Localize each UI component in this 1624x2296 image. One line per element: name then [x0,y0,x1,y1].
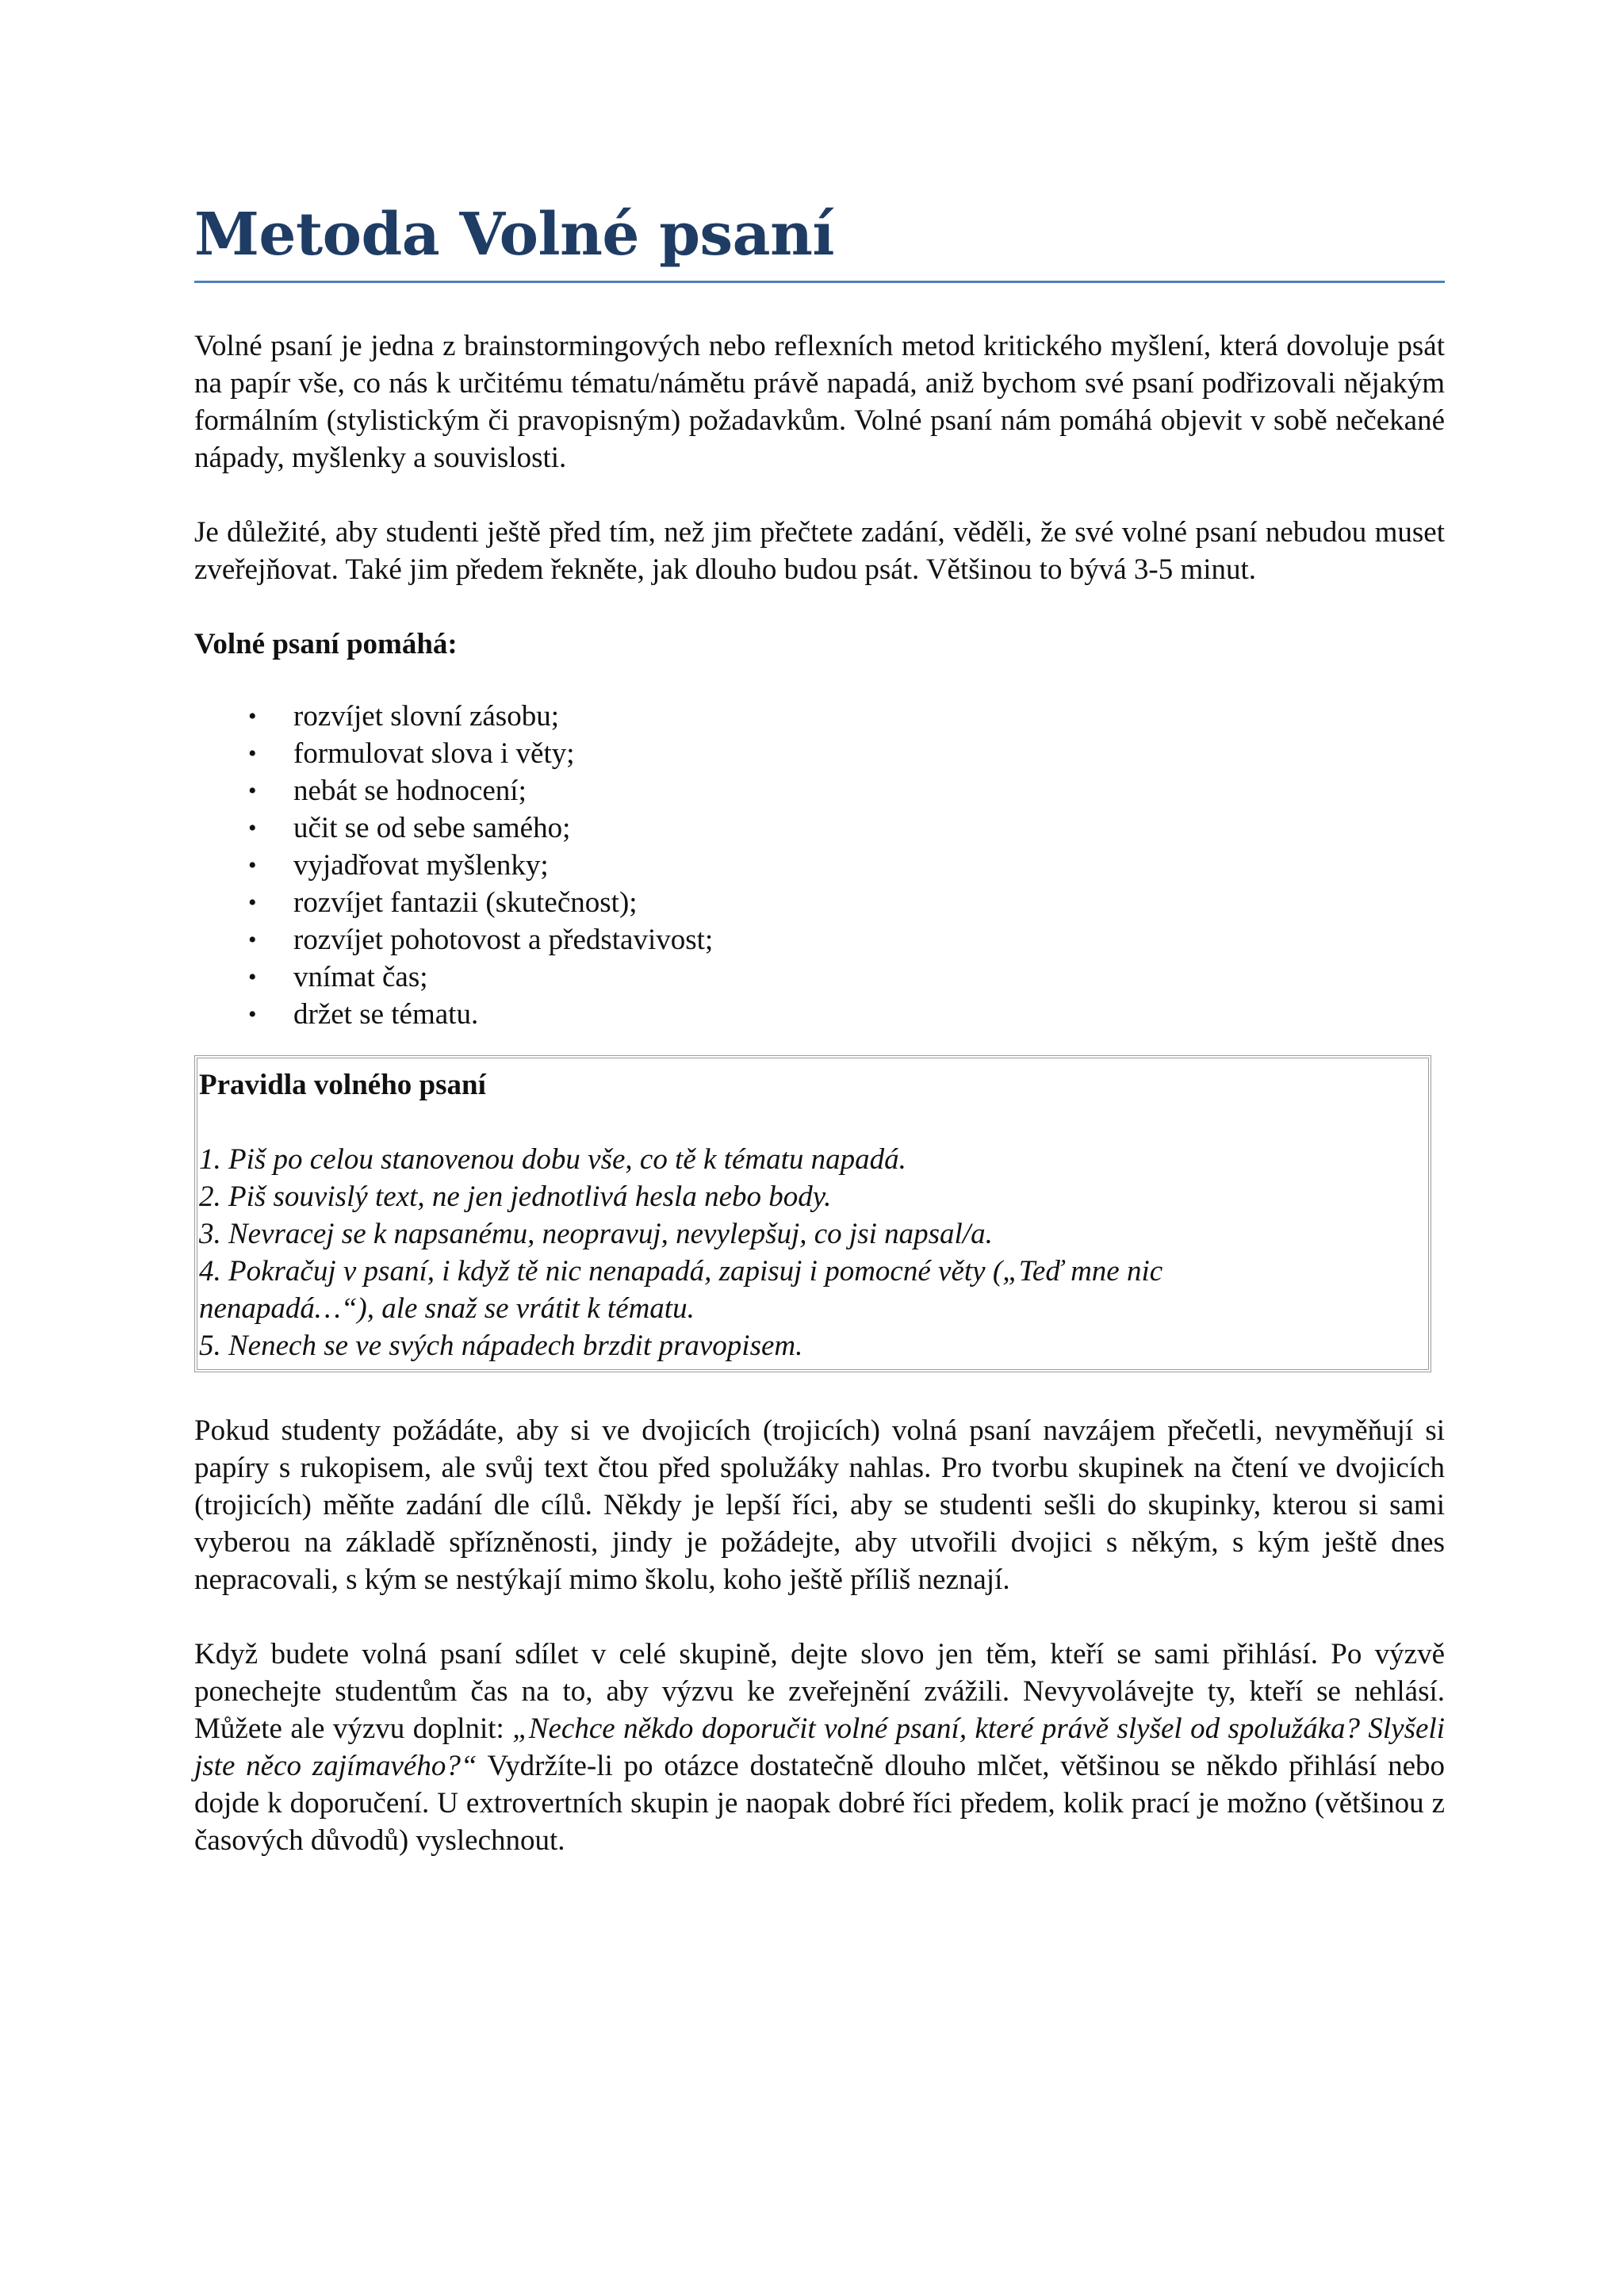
list-item: • vnímat čas; [194,959,1445,996]
bullet-icon: • [248,815,257,841]
rule-item: 5. Nenech se ve svých nápadech brzdit pravopisem. [199,1330,803,1362]
bullet-icon: • [248,927,257,953]
bullet-icon: • [248,852,257,878]
sharing-text-end: Vydržíte-li po otázce dostatečně dlouho mlčet, většinou se někdo přihlásí nebo dojde k doporučení. U extrovertních skupin je naopak dobré říci předem, kolik prací je možno (většinou z časových důvodů) vyslechnout. [194,1750,1445,1857]
list-item: • držet se tématu. [194,996,1445,1033]
sharing-quote: „Nechce někdo doporučit volné psaní, které právě slyšel od spolužáka? Slyšeli jste něco zajímavého?“ [194,1712,1445,1782]
page-title: Metoda Volné psaní [194,198,1445,283]
instructions-paragraph: Je důležité, aby studenti ještě před tím, než jim přečtete zadání, věděli, že své volné psaní nebudou muset zveřejňovat. Také jim předem řekněte, jak dlouho budou psát. Většinou to bývá 3-5 minut. [194,516,1445,586]
rules-list [199,1141,1427,1364]
list-item: • rozvíjet slovní zásobu; [194,698,1445,735]
list-item: • rozvíjet fantazii (skutečnost); [194,884,1445,921]
rules-box [194,1055,1431,1372]
list-item: • učit se od sebe samého; [194,809,1445,847]
bullet-icon: • [248,778,257,804]
list-item: • formulovat slova i věty; [194,735,1445,772]
intro-paragraph: Volné psaní je jedna z brainstormingových nebo reflexních metod kritického myšlení, která dovoluje psát na papír vše, co nás k určitému tématu/námětu právě napadá, aniž bychom své psaní podřizovali nějakým formálním (stylistickým či pravopisným) požadavkům. Volné psaní nám pomáhá objevit v sobě nečekané nápady, myšlenky a souvislosti. [194,330,1445,474]
bullet-icon: • [248,703,257,729]
list-item: • rozvíjet pohotovost a představivost; [194,921,1445,959]
benefits-heading: Volné psaní pomáhá: [194,628,458,660]
bullet-icon: • [248,740,257,767]
rule-item: 2. Piš souvislý text, ne jen jednotlivá hesla nebo body. [199,1181,832,1213]
benefits-list [194,698,1445,1033]
bullet-icon: • [248,1001,257,1027]
bullet-icon: • [248,964,257,990]
list-item: • vyjadřovat myšlenky; [194,847,1445,884]
pairs-paragraph: Pokud studenty požádáte, aby si ve dvojicích (trojicích) volná psaní navzájem přečetli, nevyměňují si papíry s rukopisem, ale svůj text čtou před spolužáky nahlas. Pro tvorbu skupinek na čtení ve dvojicích (trojicích) měňte zadání dle cílů. Někdy je lepší říci, aby se studenti sešli do skupinky, kterou si sami vyberou na základě spřízněnosti, jindy je požádejte, aby utvořili dvojici s někým, s kým ještě dnes nepracovali, s kým se nestýkají mimo školu, koho ještě příliš neznají. [194,1414,1445,1596]
list-item: • nebát se hodnocení; [194,772,1445,809]
rules-title: Pravidla volného psaní [199,1069,486,1101]
document-page [194,198,1445,1859]
rule-item: 4. Pokračuj v psaní, i když tě nic nenapadá, zapisuj i pomocné věty („Teď mne nic nenapadá…“), ale snaž se vrátit k tématu. [199,1255,1163,1325]
sharing-text-start: Když budete volná psaní sdílet v celé skupině, dejte slovo jen těm, kteří se sami přihlásí. Po výzvě ponechejte studentům čas na to, aby výzvu ke zveřejnění zvážili. Nevyvolávejte ty, kteří se nehlásí. Můžete ale výzvu doplnit: [194,1638,1445,1745]
rule-item: 1. Piš po celou stanovenou dobu vše, co tě k tématu napadá. [199,1143,906,1176]
sharing-paragraph [194,1636,1445,1859]
rule-item: 3. Nevracej se k napsanému, neopravuj, nevylepšuj, co jsi napsal/a. [199,1218,993,1250]
bullet-icon: • [248,890,257,916]
